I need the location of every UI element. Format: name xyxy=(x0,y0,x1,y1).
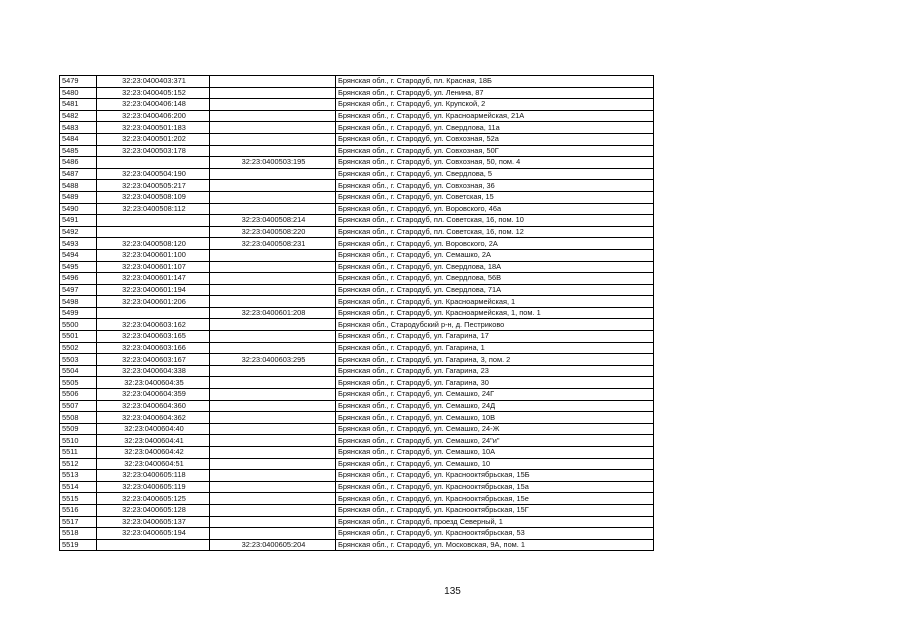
premises-cadastral-number-cell xyxy=(210,296,336,308)
table-row xyxy=(60,168,654,180)
table-row xyxy=(60,354,654,366)
cadastral-number-cell: 32:23:0400604:359 xyxy=(97,389,210,401)
address-cell: Брянская обл., г. Стародуб, проезд Северный, 1 xyxy=(336,516,654,528)
premises-cadastral-number-cell xyxy=(210,203,336,215)
table-row xyxy=(60,226,654,238)
table-row xyxy=(60,470,654,482)
cadastral-number-cell: 32:23:0400508:112 xyxy=(97,203,210,215)
table-row xyxy=(60,273,654,285)
cadastral-number-cell: 32:23:0400603:165 xyxy=(97,331,210,343)
premises-cadastral-number-cell xyxy=(210,110,336,122)
cadastral-number-cell: 32:23:0400604:41 xyxy=(97,435,210,447)
address-cell: Брянская обл., г. Стародуб, ул. Свердлова, 56В xyxy=(336,273,654,285)
premises-cadastral-number-cell: 32:23:0400601:208 xyxy=(210,307,336,319)
cadastral-number-cell xyxy=(97,157,210,169)
row-number-cell: 5511 xyxy=(60,447,97,459)
premises-cadastral-number-cell xyxy=(210,470,336,482)
premises-cadastral-number-cell xyxy=(210,145,336,157)
premises-cadastral-number-cell xyxy=(210,284,336,296)
premises-cadastral-number-cell xyxy=(210,389,336,401)
row-number-cell: 5497 xyxy=(60,284,97,296)
address-cell: Брянская обл., г. Стародуб, ул. Ленина, 87 xyxy=(336,87,654,99)
row-number-cell: 5510 xyxy=(60,435,97,447)
table-row xyxy=(60,307,654,319)
cadastral-number-cell: 32:23:0400505:217 xyxy=(97,180,210,192)
premises-cadastral-number-cell xyxy=(210,342,336,354)
address-cell: Брянская обл., г. Стародуб, пл. Советская, 16, пом. 10 xyxy=(336,215,654,227)
address-cell: Брянская обл., г. Стародуб, ул. Красноармейская, 1 xyxy=(336,296,654,308)
address-cell: Брянская обл., г. Стародуб, ул. Совхозная, 52а xyxy=(336,133,654,145)
cadastral-number-cell: 32:23:0400604:362 xyxy=(97,412,210,424)
cadastral-number-cell: 32:23:0400603:167 xyxy=(97,354,210,366)
row-number-cell: 5519 xyxy=(60,539,97,551)
row-number-cell: 5504 xyxy=(60,365,97,377)
row-number-cell: 5500 xyxy=(60,319,97,331)
premises-cadastral-number-cell xyxy=(210,528,336,540)
table-row xyxy=(60,504,654,516)
row-number-cell: 5515 xyxy=(60,493,97,505)
table-row xyxy=(60,342,654,354)
cadastral-number-cell: 32:23:0400605:125 xyxy=(97,493,210,505)
address-cell: Брянская обл., г. Стародуб, ул. Воровского, 2А xyxy=(336,238,654,250)
table-row xyxy=(60,400,654,412)
premises-cadastral-number-cell xyxy=(210,504,336,516)
address-cell: Брянская обл., г. Стародуб, ул. Воровского, 46а xyxy=(336,203,654,215)
table-row xyxy=(60,203,654,215)
table-row xyxy=(60,377,654,389)
cadastral-number-cell: 32:23:0400604:360 xyxy=(97,400,210,412)
table-row xyxy=(60,87,654,99)
row-number-cell: 5494 xyxy=(60,249,97,261)
table-row xyxy=(60,249,654,261)
premises-cadastral-number-cell xyxy=(210,400,336,412)
row-number-cell: 5503 xyxy=(60,354,97,366)
address-cell: Брянская обл., г. Стародуб, ул. Гагарина, 23 xyxy=(336,365,654,377)
row-number-cell: 5491 xyxy=(60,215,97,227)
table-row xyxy=(60,122,654,134)
cadastral-number-cell: 32:23:0400403:371 xyxy=(97,76,210,88)
row-number-cell: 5488 xyxy=(60,180,97,192)
premises-cadastral-number-cell xyxy=(210,458,336,470)
cadastral-number-cell: 32:23:0400406:200 xyxy=(97,110,210,122)
cadastral-number-cell: 32:23:0400508:109 xyxy=(97,191,210,203)
cadastral-number-cell: 32:23:0400508:120 xyxy=(97,238,210,250)
table-row xyxy=(60,238,654,250)
row-number-cell: 5484 xyxy=(60,133,97,145)
address-cell: Брянская обл., г. Стародуб, ул. Гагарина, 1 xyxy=(336,342,654,354)
address-cell: Брянская обл., г. Стародуб, ул. Совхозная, 50, пом. 4 xyxy=(336,157,654,169)
address-cell: Брянская обл., г. Стародуб, ул. Гагарина, 3, пом. 2 xyxy=(336,354,654,366)
table-row xyxy=(60,284,654,296)
table-row xyxy=(60,99,654,111)
row-number-cell: 5505 xyxy=(60,377,97,389)
row-number-cell: 5480 xyxy=(60,87,97,99)
cadastral-number-cell: 32:23:0400501:183 xyxy=(97,122,210,134)
premises-cadastral-number-cell: 32:23:0400508:220 xyxy=(210,226,336,238)
table-row xyxy=(60,133,654,145)
cadastral-number-cell: 32:23:0400603:166 xyxy=(97,342,210,354)
address-cell: Брянская обл., г. Стародуб, ул. Совхозная, 36 xyxy=(336,180,654,192)
cadastral-number-cell: 32:23:0400501:202 xyxy=(97,133,210,145)
property-registry-table xyxy=(59,75,654,551)
address-cell: Брянская обл., г. Стародуб, пл. Красная, 18Б xyxy=(336,76,654,88)
premises-cadastral-number-cell xyxy=(210,493,336,505)
row-number-cell: 5517 xyxy=(60,516,97,528)
address-cell: Брянская обл., г. Стародуб, ул. Семашко, 24"и" xyxy=(336,435,654,447)
page-number: 135 xyxy=(444,586,461,597)
address-cell: Брянская обл., г. Стародуб, ул. Свердлова, 18А xyxy=(336,261,654,273)
row-number-cell: 5516 xyxy=(60,504,97,516)
table-row xyxy=(60,365,654,377)
address-cell: Брянская обл., г. Стародуб, ул. Краснооктябрьская, 53 xyxy=(336,528,654,540)
table-row xyxy=(60,447,654,459)
table-row xyxy=(60,191,654,203)
address-cell: Брянская обл., г. Стародуб, ул. Семашко, 10В xyxy=(336,412,654,424)
row-number-cell: 5487 xyxy=(60,168,97,180)
premises-cadastral-number-cell xyxy=(210,87,336,99)
table-row xyxy=(60,110,654,122)
address-cell: Брянская обл., г. Стародуб, ул. Свердлова, 11а xyxy=(336,122,654,134)
cadastral-number-cell xyxy=(97,539,210,551)
cadastral-number-cell: 32:23:0400604:51 xyxy=(97,458,210,470)
row-number-cell: 5481 xyxy=(60,99,97,111)
premises-cadastral-number-cell: 32:23:0400603:295 xyxy=(210,354,336,366)
table-row xyxy=(60,435,654,447)
row-number-cell: 5507 xyxy=(60,400,97,412)
cadastral-number-cell: 32:23:0400601:194 xyxy=(97,284,210,296)
row-number-cell: 5492 xyxy=(60,226,97,238)
address-cell: Брянская обл., г. Стародуб, пл. Советская, 16, пом. 12 xyxy=(336,226,654,238)
row-number-cell: 5499 xyxy=(60,307,97,319)
premises-cadastral-number-cell xyxy=(210,447,336,459)
address-cell: Брянская обл., г. Стародуб, ул. Семашко, 24Д xyxy=(336,400,654,412)
table-row xyxy=(60,331,654,343)
premises-cadastral-number-cell xyxy=(210,99,336,111)
table-row xyxy=(60,180,654,192)
address-cell: Брянская обл., г. Стародуб, ул. Краснооктябрьская, 15Б xyxy=(336,470,654,482)
registry-table-body xyxy=(60,76,654,551)
table-row xyxy=(60,412,654,424)
address-cell: Брянская обл., г. Стародуб, ул. Семашко, 10 xyxy=(336,458,654,470)
premises-cadastral-number-cell: 32:23:0400503:195 xyxy=(210,157,336,169)
cadastral-number-cell xyxy=(97,215,210,227)
address-cell: Брянская обл., г. Стародуб, ул. Краснооктябрьская, 15е xyxy=(336,493,654,505)
premises-cadastral-number-cell: 32:23:0400508:231 xyxy=(210,238,336,250)
address-cell: Брянская обл., г. Стародуб, ул. Свердлова, 71А xyxy=(336,284,654,296)
row-number-cell: 5506 xyxy=(60,389,97,401)
row-number-cell: 5508 xyxy=(60,412,97,424)
address-cell: Брянская обл., г. Стародуб, ул. Свердлова, 5 xyxy=(336,168,654,180)
cadastral-number-cell: 32:23:0400605:137 xyxy=(97,516,210,528)
table-row xyxy=(60,516,654,528)
table-row xyxy=(60,423,654,435)
address-cell: Брянская обл., г. Стародуб, ул. Гагарина, 30 xyxy=(336,377,654,389)
premises-cadastral-number-cell xyxy=(210,261,336,273)
premises-cadastral-number-cell xyxy=(210,249,336,261)
row-number-cell: 5489 xyxy=(60,191,97,203)
cadastral-number-cell: 32:23:0400503:178 xyxy=(97,145,210,157)
address-cell: Брянская обл., г. Стародуб, ул. Крупской, 2 xyxy=(336,99,654,111)
premises-cadastral-number-cell xyxy=(210,365,336,377)
cadastral-number-cell: 32:23:0400601:206 xyxy=(97,296,210,308)
cadastral-number-cell: 32:23:0400604:40 xyxy=(97,423,210,435)
table-row xyxy=(60,458,654,470)
row-number-cell: 5493 xyxy=(60,238,97,250)
cadastral-number-cell: 32:23:0400605:194 xyxy=(97,528,210,540)
address-cell: Брянская обл., г. Стародуб, ул. Московская, 9А, пом. 1 xyxy=(336,539,654,551)
cadastral-number-cell: 32:23:0400601:147 xyxy=(97,273,210,285)
premises-cadastral-number-cell xyxy=(210,133,336,145)
cadastral-number-cell: 32:23:0400604:42 xyxy=(97,447,210,459)
table-row xyxy=(60,296,654,308)
row-number-cell: 5512 xyxy=(60,458,97,470)
premises-cadastral-number-cell xyxy=(210,319,336,331)
table-row xyxy=(60,528,654,540)
table-row xyxy=(60,481,654,493)
row-number-cell: 5514 xyxy=(60,481,97,493)
premises-cadastral-number-cell: 32:23:0400508:214 xyxy=(210,215,336,227)
premises-cadastral-number-cell xyxy=(210,191,336,203)
row-number-cell: 5509 xyxy=(60,423,97,435)
premises-cadastral-number-cell xyxy=(210,423,336,435)
row-number-cell: 5482 xyxy=(60,110,97,122)
premises-cadastral-number-cell xyxy=(210,180,336,192)
row-number-cell: 5490 xyxy=(60,203,97,215)
table-row xyxy=(60,493,654,505)
address-cell: Брянская обл., г. Стародуб, ул. Семашко, 10А xyxy=(336,447,654,459)
address-cell: Брянская обл., Стародубский р-н, д. Пестриково xyxy=(336,319,654,331)
cadastral-number-cell: 32:23:0400604:338 xyxy=(97,365,210,377)
cadastral-number-cell xyxy=(97,226,210,238)
cadastral-number-cell: 32:23:0400504:190 xyxy=(97,168,210,180)
table-row xyxy=(60,157,654,169)
address-cell: Брянская обл., г. Стародуб, ул. Краснооктябрьская, 15а xyxy=(336,481,654,493)
table-row xyxy=(60,389,654,401)
premises-cadastral-number-cell xyxy=(210,273,336,285)
row-number-cell: 5501 xyxy=(60,331,97,343)
table-row xyxy=(60,215,654,227)
address-cell: Брянская обл., г. Стародуб, ул. Гагарина, 17 xyxy=(336,331,654,343)
address-cell: Брянская обл., г. Стародуб, ул. Совхозная, 50Г xyxy=(336,145,654,157)
cadastral-number-cell: 32:23:0400601:100 xyxy=(97,249,210,261)
row-number-cell: 5513 xyxy=(60,470,97,482)
address-cell: Брянская обл., г. Стародуб, ул. Красноармейская, 21А xyxy=(336,110,654,122)
cadastral-number-cell: 32:23:0400605:118 xyxy=(97,470,210,482)
row-number-cell: 5496 xyxy=(60,273,97,285)
cadastral-number-cell: 32:23:0400603:162 xyxy=(97,319,210,331)
cadastral-number-cell: 32:23:0400406:148 xyxy=(97,99,210,111)
row-number-cell: 5479 xyxy=(60,76,97,88)
premises-cadastral-number-cell xyxy=(210,481,336,493)
table-row xyxy=(60,76,654,88)
table-row xyxy=(60,319,654,331)
premises-cadastral-number-cell xyxy=(210,412,336,424)
premises-cadastral-number-cell: 32:23:0400605:204 xyxy=(210,539,336,551)
address-cell: Брянская обл., г. Стародуб, ул. Красноармейская, 1, пом. 1 xyxy=(336,307,654,319)
cadastral-number-cell: 32:23:0400405:152 xyxy=(97,87,210,99)
cadastral-number-cell: 32:23:0400605:119 xyxy=(97,481,210,493)
row-number-cell: 5486 xyxy=(60,157,97,169)
address-cell: Брянская обл., г. Стародуб, ул. Советская, 15 xyxy=(336,191,654,203)
row-number-cell: 5485 xyxy=(60,145,97,157)
table-row xyxy=(60,539,654,551)
row-number-cell: 5518 xyxy=(60,528,97,540)
cadastral-number-cell: 32:23:0400605:128 xyxy=(97,504,210,516)
row-number-cell: 5483 xyxy=(60,122,97,134)
cadastral-number-cell: 32:23:0400604:35 xyxy=(97,377,210,389)
premises-cadastral-number-cell xyxy=(210,435,336,447)
table-row xyxy=(60,145,654,157)
address-cell: Брянская обл., г. Стародуб, ул. Семашко, 2А xyxy=(336,249,654,261)
premises-cadastral-number-cell xyxy=(210,331,336,343)
row-number-cell: 5502 xyxy=(60,342,97,354)
address-cell: Брянская обл., г. Стародуб, ул. Семашко, 24Г xyxy=(336,389,654,401)
premises-cadastral-number-cell xyxy=(210,377,336,389)
address-cell: Брянская обл., г. Стародуб, ул. Краснооктябрьская, 15Г xyxy=(336,504,654,516)
cadastral-number-cell xyxy=(97,307,210,319)
row-number-cell: 5495 xyxy=(60,261,97,273)
row-number-cell: 5498 xyxy=(60,296,97,308)
premises-cadastral-number-cell xyxy=(210,76,336,88)
premises-cadastral-number-cell xyxy=(210,168,336,180)
premises-cadastral-number-cell xyxy=(210,516,336,528)
premises-cadastral-number-cell xyxy=(210,122,336,134)
table-row xyxy=(60,261,654,273)
address-cell: Брянская обл., г. Стародуб, ул. Семашко, 24-Ж xyxy=(336,423,654,435)
cadastral-number-cell: 32:23:0400601:107 xyxy=(97,261,210,273)
